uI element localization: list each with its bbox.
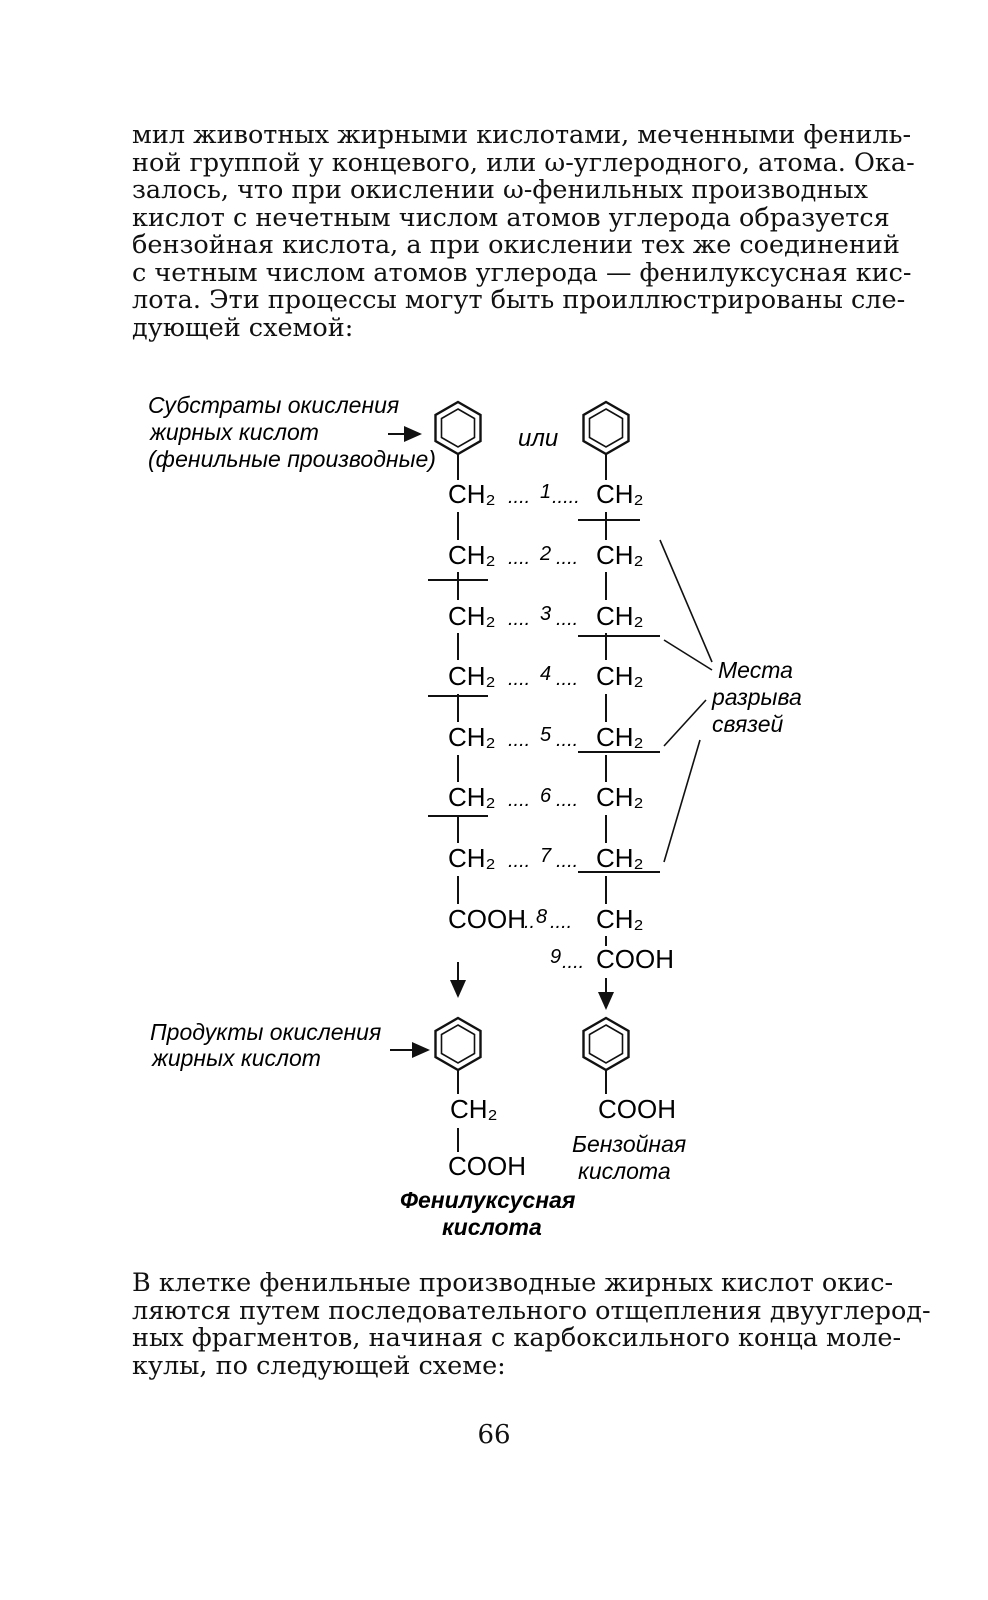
dots: ....	[508, 668, 531, 690]
carbon-number: 6	[540, 785, 552, 807]
page-number: 66	[477, 1420, 511, 1450]
dots: ....	[508, 547, 531, 569]
benzene-ring-icon	[436, 1018, 481, 1070]
dots: ....	[556, 608, 579, 630]
text-line: мил животных жирными кислотами, меченными фениль-	[132, 120, 912, 150]
bond-break-marks-right	[578, 520, 660, 872]
chain-group: CH₂	[448, 843, 496, 873]
break-label-line: связей	[712, 711, 784, 737]
break-label-line: разрыва	[712, 684, 802, 710]
carbon-number: 8	[536, 906, 548, 928]
dots: ....	[550, 911, 573, 933]
benzoic-acid-label	[572, 1131, 686, 1184]
carbon-number: 7	[540, 845, 552, 867]
break-pointer-lines	[660, 540, 712, 862]
right-chain	[596, 479, 674, 974]
products-label-line: жирных кислот	[152, 1045, 321, 1071]
dots: ....	[508, 850, 531, 872]
text-line: лота. Эти процессы могут быть проиллюстрированы сле-	[132, 285, 906, 315]
dots: ....	[508, 486, 531, 508]
carbon-number: 4	[540, 663, 552, 685]
chain-group: CH₂	[596, 782, 644, 812]
dots: ....	[556, 789, 579, 811]
chain-group: CH₂	[596, 540, 644, 570]
carbon-number: 1	[540, 481, 552, 503]
dots: ....	[556, 850, 579, 872]
chain-group: CH₂	[448, 540, 496, 570]
benzene-ring-icon	[584, 402, 629, 454]
chain-group: CH₂	[596, 904, 644, 934]
carbon-number: 3	[540, 603, 552, 625]
dots: ..	[524, 911, 536, 933]
chain-group: CH₂	[448, 601, 496, 631]
substrates-label	[148, 392, 436, 472]
text-line: залось, что при окислении ω-фенильных производных	[132, 175, 868, 205]
carbon-number: 2	[540, 543, 552, 565]
break-label-line: Места	[718, 657, 793, 683]
text-line: дующей схемой:	[132, 312, 354, 343]
substrates-label-line: жирных кислот	[150, 419, 319, 445]
products-label	[150, 1019, 381, 1071]
dots: ....	[556, 547, 579, 569]
chain-group: CH₂	[448, 782, 496, 812]
substrates-label-line: Субстраты окисления	[148, 392, 400, 418]
carbon-number: 5	[540, 724, 552, 746]
substrates-label-line: (фенильные производные)	[148, 446, 436, 472]
text-line: ляются путем последовательного отщепления двууглерод-	[132, 1295, 931, 1326]
text-line: бензойная кислота, а при окислении тех же соединений	[132, 230, 900, 260]
product-name-line: Бензойная	[572, 1131, 687, 1157]
phenylacetic-acid-label	[400, 1187, 576, 1240]
text-line: В клетке фенильные производные жирных кислот окис-	[132, 1268, 894, 1298]
carbon-numbers	[508, 481, 584, 973]
chain-group: CH₂	[448, 479, 496, 509]
carbon-number: 9	[550, 946, 562, 968]
chain-group: CH₂	[596, 479, 644, 509]
text-line: ной группой у концевого, или ω-углеродного, атома. Ока-	[132, 147, 915, 178]
chain-group: CH₂	[596, 661, 644, 691]
chain-group: CH₂	[596, 843, 644, 873]
chain-group: CH₂	[448, 661, 496, 691]
product-name-line: кислота	[578, 1158, 671, 1184]
dots: .....	[552, 486, 580, 508]
text-line: кулы, по следующей схеме:	[132, 1350, 506, 1381]
or-label: или	[518, 425, 559, 452]
dots: ....	[562, 951, 585, 973]
benzene-ring-icon	[584, 1018, 629, 1070]
chain-group: CH₂	[448, 722, 496, 752]
products-label-line: Продукты окисления	[150, 1019, 382, 1045]
product-group: CH₂	[450, 1094, 498, 1124]
dots: ....	[556, 729, 579, 751]
dots: ....	[556, 668, 579, 690]
break-label	[711, 657, 802, 737]
chain-group: CH₂	[596, 722, 644, 752]
dots: ....	[508, 789, 531, 811]
dots: ....	[508, 729, 531, 751]
product-name-line: Фенилуксусная	[400, 1187, 576, 1213]
paragraph-cell-oxidation	[132, 1268, 931, 1381]
text-line: ных фрагментов, начиная с карбоксильного конца моле-	[132, 1323, 902, 1353]
product-group: COOH	[448, 1151, 526, 1181]
chain-group: CH₂	[596, 601, 644, 631]
product-name-line: кислота	[442, 1214, 542, 1240]
right-product: COOH	[598, 1094, 676, 1124]
chain-group: COOH	[448, 904, 526, 934]
text-line: с четным числом атомов углерода — фенилуксусная кис-	[132, 257, 912, 288]
benzene-ring-icon	[436, 402, 481, 454]
dots: ....	[508, 608, 531, 630]
text-line: кислот с нечетным числом атомов углерода образуется	[132, 202, 890, 233]
chain-group: COOH	[596, 944, 674, 974]
left-product	[448, 1094, 526, 1181]
